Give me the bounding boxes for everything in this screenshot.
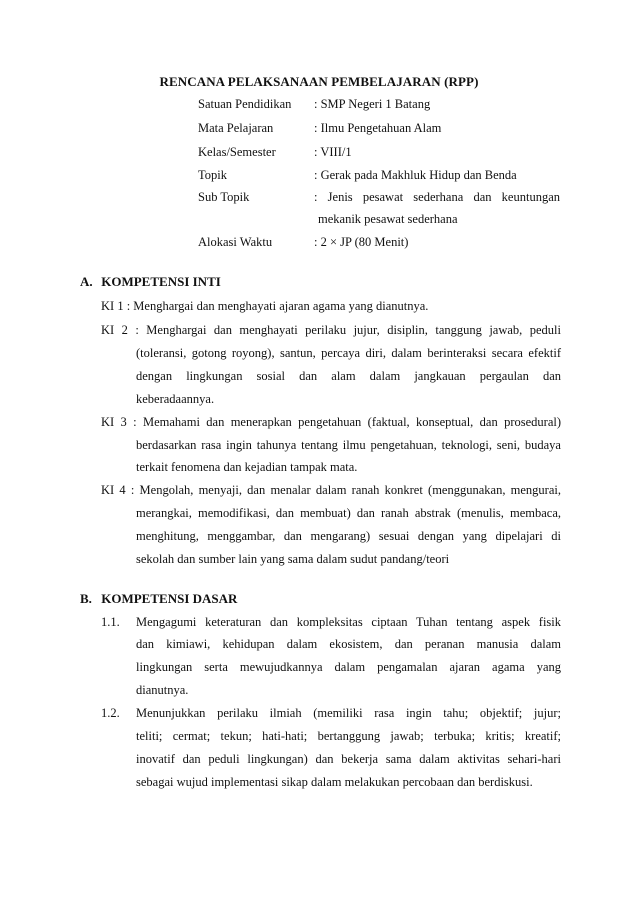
identity-value: mekanik pesawat sederhana (318, 212, 458, 226)
identity-label: Satuan Pendidikan (198, 97, 292, 111)
section-b-heading (80, 591, 237, 607)
identity-row-subject (198, 121, 578, 143)
identity-label: Mata Pelajaran (198, 121, 274, 135)
ki4-line: sekolah dan sumber lain yang sama dalam sudut pandang/teori (136, 552, 450, 566)
ki1-line: KI 1 : Menghargai dan menghayati ajaran agama yang dianutnya. (101, 299, 429, 313)
section-letter: B. (80, 591, 92, 606)
identity-value: : 2 × JP (80 Menit) (314, 235, 409, 249)
identity-value: : SMP Negeri 1 Batang (314, 97, 431, 111)
ki3-line: terkait fenomena dan kejadian tampak mata. (136, 460, 358, 474)
ki2-line: keberadaannya. (136, 392, 215, 406)
ki4-line: merangkai, memodifikasi, dan membuat) dan ranah abstrak (menulis, membaca, (136, 506, 561, 520)
section-letter: A. (80, 274, 93, 289)
ki3-line: berdasarkan rasa ingin tahunya tentang ilmu pengetahuan, teknologi, seni, budaya (136, 438, 561, 452)
identity-row-class (198, 145, 578, 167)
section-title: KOMPETENSI INTI (101, 274, 221, 289)
section-a-heading (80, 274, 221, 290)
kd1-line: Mengagumi keteraturan dan kompleksitas ciptaan Tuhan tentang aspek fisik (136, 615, 561, 629)
ki2-line: dengan lingkungan sosial dan alam dalam jangkauan pergaulan dan (136, 369, 561, 383)
kd1-line: dianutnya. (136, 683, 189, 697)
ki2-line: KI 2 : Menghargai dan menghayati perilaku jujur, disiplin, tanggung jawab, peduli (101, 323, 561, 337)
identity-label: Kelas/Semester (198, 145, 276, 159)
identity-value: : Ilmu Pengetahuan Alam (314, 121, 442, 135)
ki4-line: KI 4 : Mengolah, menyaji, dan menalar dalam ranah konkret (menggunakan, mengurai, (101, 483, 561, 497)
document-title: RENCANA PELAKSANAAN PEMBELAJARAN (RPP) (159, 74, 479, 89)
kd2-line: Menunjukkan perilaku ilmiah (memiliki rasa ingin tahu; objektif; jujur; (136, 706, 561, 720)
identity-row-topic (198, 168, 578, 190)
identity-row-school (198, 97, 578, 119)
kd2-line: teliti; cermat; tekun; hati-hati; bertanggung jawab; terbuka; kritis; kreatif; (136, 729, 561, 743)
identity-label: Sub Topik (198, 190, 250, 204)
kd-number: 1.1. (101, 615, 120, 629)
identity-label: Topik (198, 168, 227, 182)
ki4-line: menghitung, menggambar, dan mengarang) sesuai dengan yang dipelajari di (136, 529, 561, 543)
identity-row-subtopic (198, 190, 578, 212)
kd2-line: sebagai wujud implementasi sikap dalam melakukan percobaan dan berdiskusi. (136, 775, 533, 789)
kd-number: 1.2. (101, 706, 120, 720)
kd1-line: dan kimiawi, kehidupan dalam ekosistem, dan peranan manusia dalam (136, 637, 561, 651)
identity-value: : VIII/1 (314, 145, 352, 159)
ki2-line: (toleransi, gotong royong), santun, percaya diri, dalam berinteraksi secara efektif (136, 346, 561, 360)
identity-row-time (198, 235, 578, 257)
identity-row-subtopic-cont (198, 212, 578, 234)
identity-value: : Jenis pesawat sederhana dan keuntungan (314, 190, 560, 204)
identity-value: : Gerak pada Makhluk Hidup dan Benda (314, 168, 517, 182)
section-title: KOMPETENSI DASAR (101, 591, 238, 606)
kd1-line: lingkungan serta mewujudkannya dalam pengamalan ajaran agama yang (136, 660, 561, 674)
identity-label: Alokasi Waktu (198, 235, 273, 249)
ki3-line: KI 3 : Memahami dan menerapkan pengetahuan (faktual, konseptual, dan prosedural) (101, 415, 561, 429)
kd2-line: inovatif dan peduli lingkungan) dan bekerja sama dalam aktivitas sehari-hari (136, 752, 561, 766)
